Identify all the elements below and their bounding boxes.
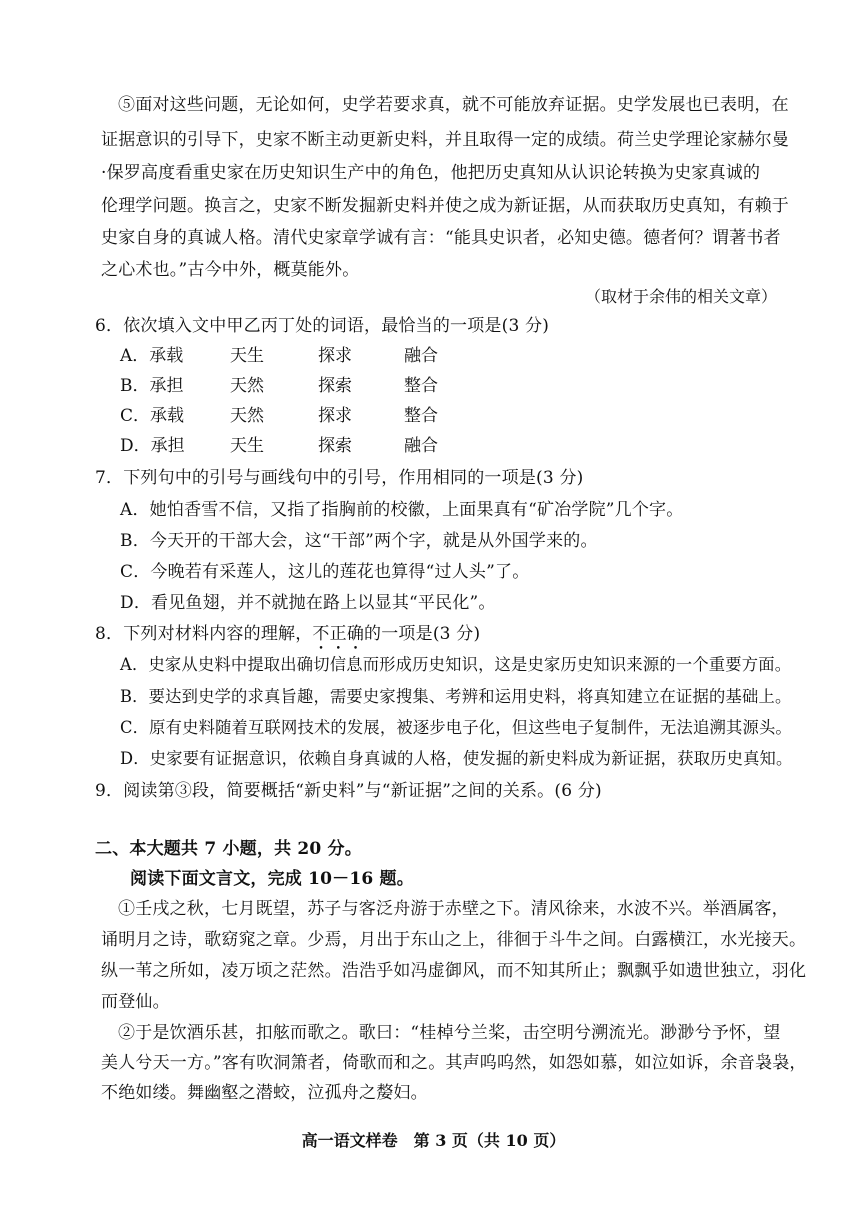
q8-stem-pre: 8．下列对材料内容的理解， xyxy=(95,624,313,644)
page-footer: 高一语文样卷 第 3 页（共 10 页） xyxy=(301,1131,566,1150)
q6-option-a-w2: 天生 xyxy=(230,346,264,366)
passage-line: 史家自身的真诚人格。清代史家章学诚有言：“能具史识者，必知史德。德者何？谓著书者 xyxy=(101,228,781,248)
q6-option-c-w3: 探求 xyxy=(318,406,352,426)
passage-line: 伦理学问题。换言之，史家不断发掘新史料并使之成为新证据，从而获取历史真知，有赖于 xyxy=(101,196,789,216)
q8-option-c: C．原有史料随着互联网技术的发展，被逐步电子化，但这些电子复制件，无法追溯其源头。 xyxy=(120,718,792,737)
q6-option-a-label: A．承载 xyxy=(120,346,184,366)
q6-option-d-w4: 融合 xyxy=(404,436,438,456)
classical-line: ①壬戌之秋，七月既望，苏子与客泛舟游于赤壁之下。清风徐来，水波不兴。举酒属客， xyxy=(118,899,789,919)
passage-line: 证据意识的引导下，史家不断主动更新史料，并且取得一定的成绩。荷兰史学理论家赫尔曼 xyxy=(101,130,789,150)
q8-stem-emphasis: 不正确 xyxy=(312,624,365,644)
section-instruction: 阅读下面文言文，完成 10－16 题。 xyxy=(130,869,414,889)
classical-line: ②于是饮酒乐甚，扣舷而歌之。歌曰：“桂棹兮兰桨，击空明兮溯流光。渺渺兮予怀，望 xyxy=(118,1023,781,1043)
q6-option-d-w2: 天生 xyxy=(230,436,264,456)
q7-option-d: D．看见鱼翅，并不就抛在路上以显其“平民化”。 xyxy=(120,593,496,613)
q6-option-d-w3: 探索 xyxy=(318,436,352,456)
q6-option-c-w2: 天然 xyxy=(230,406,264,426)
q6-option-c-label: C．承载 xyxy=(120,406,185,426)
q6-option-a-w4: 融合 xyxy=(404,346,438,366)
classical-line: 纵一苇之所如，凌万顷之茫然。浩浩乎如冯虚御风，而不知其所止；飘飘乎如遗世独立，羽化 xyxy=(101,961,807,981)
section-heading: 二、本大题共 7 小题，共 20 分。 xyxy=(95,839,362,859)
q6-option-a-w3: 探求 xyxy=(318,346,352,366)
q6-option-c-w4: 整合 xyxy=(404,406,438,426)
q6-option-b-w3: 探索 xyxy=(318,376,352,396)
q6-option-b-w2: 天然 xyxy=(230,376,264,396)
q7-option-c: C．今晚若有采莲人，这儿的莲花也算得“过人头”了。 xyxy=(120,562,530,582)
q8-option-d: D．史家要有证据意识，依赖自身真诚的人格，使发掘的新史料成为新证据，获取历史真知。 xyxy=(120,749,793,768)
classical-line: 美人兮天一方。”客有吹洞箫者，倚歌而和之。其声呜呜然，如怨如慕，如泣如诉，余音袅袅， xyxy=(101,1053,807,1073)
q8-option-b: B．要达到史学的求真旨趣，需要史家搜集、考辨和运用史料，将真知建立在证据的基础上。 xyxy=(120,687,792,706)
q7-option-a: A．她怕香雪不信，又指了指胸前的校徽，上面果真有“矿冶学院”几个字。 xyxy=(120,500,684,520)
classical-line: 诵明月之诗，歌窈窕之章。少焉，月出于东山之上，徘徊于斗牛之间。白露横江，水光接天。 xyxy=(101,930,807,950)
q8-stem-post: 的一项是(3 分) xyxy=(364,624,481,644)
passage-line: ⑤面对这些问题，无论如何，史学若要求真，就不可能放弃证据。史学发展也已表明，在 xyxy=(118,95,789,115)
q6-option-b-w4: 整合 xyxy=(404,376,438,396)
classical-line: 而登仙。 xyxy=(101,992,170,1012)
q6-stem: 6．依次填入文中甲乙丙丁处的词语，最恰当的一项是(3 分) xyxy=(95,316,550,336)
passage-line: ·保罗高度看重史家在历史知识生产中的角色，他把历史真知从认识论转换为史家真诚的 xyxy=(101,163,761,183)
q6-option-b-label: B．承担 xyxy=(120,376,184,396)
q8-stem xyxy=(95,623,480,654)
passage-source: （取材于余伟的相关文章） xyxy=(584,287,777,306)
q7-stem: 7．下列句中的引号与画线句中的引号，作用相同的一项是(3 分) xyxy=(95,468,584,488)
q8-option-a: A．史家从史料中提取出确切信息而形成历史知识，这是史家历史知识来源的一个重要方面。 xyxy=(120,655,792,674)
passage-line: 之心术也。”古今中外，概莫能外。 xyxy=(101,260,360,280)
q6-option-d-label: D．承担 xyxy=(120,436,185,456)
q7-option-b: B．今天开的干部大会，这“干部”两个字，就是从外国学来的。 xyxy=(120,531,598,551)
q9-stem: 9．阅读第③段，简要概括“新史料”与“新证据”之间的关系。(6 分) xyxy=(95,781,602,801)
classical-line: 不绝如缕。舞幽壑之潜蛟，泣孤舟之嫠妇。 xyxy=(101,1083,428,1103)
